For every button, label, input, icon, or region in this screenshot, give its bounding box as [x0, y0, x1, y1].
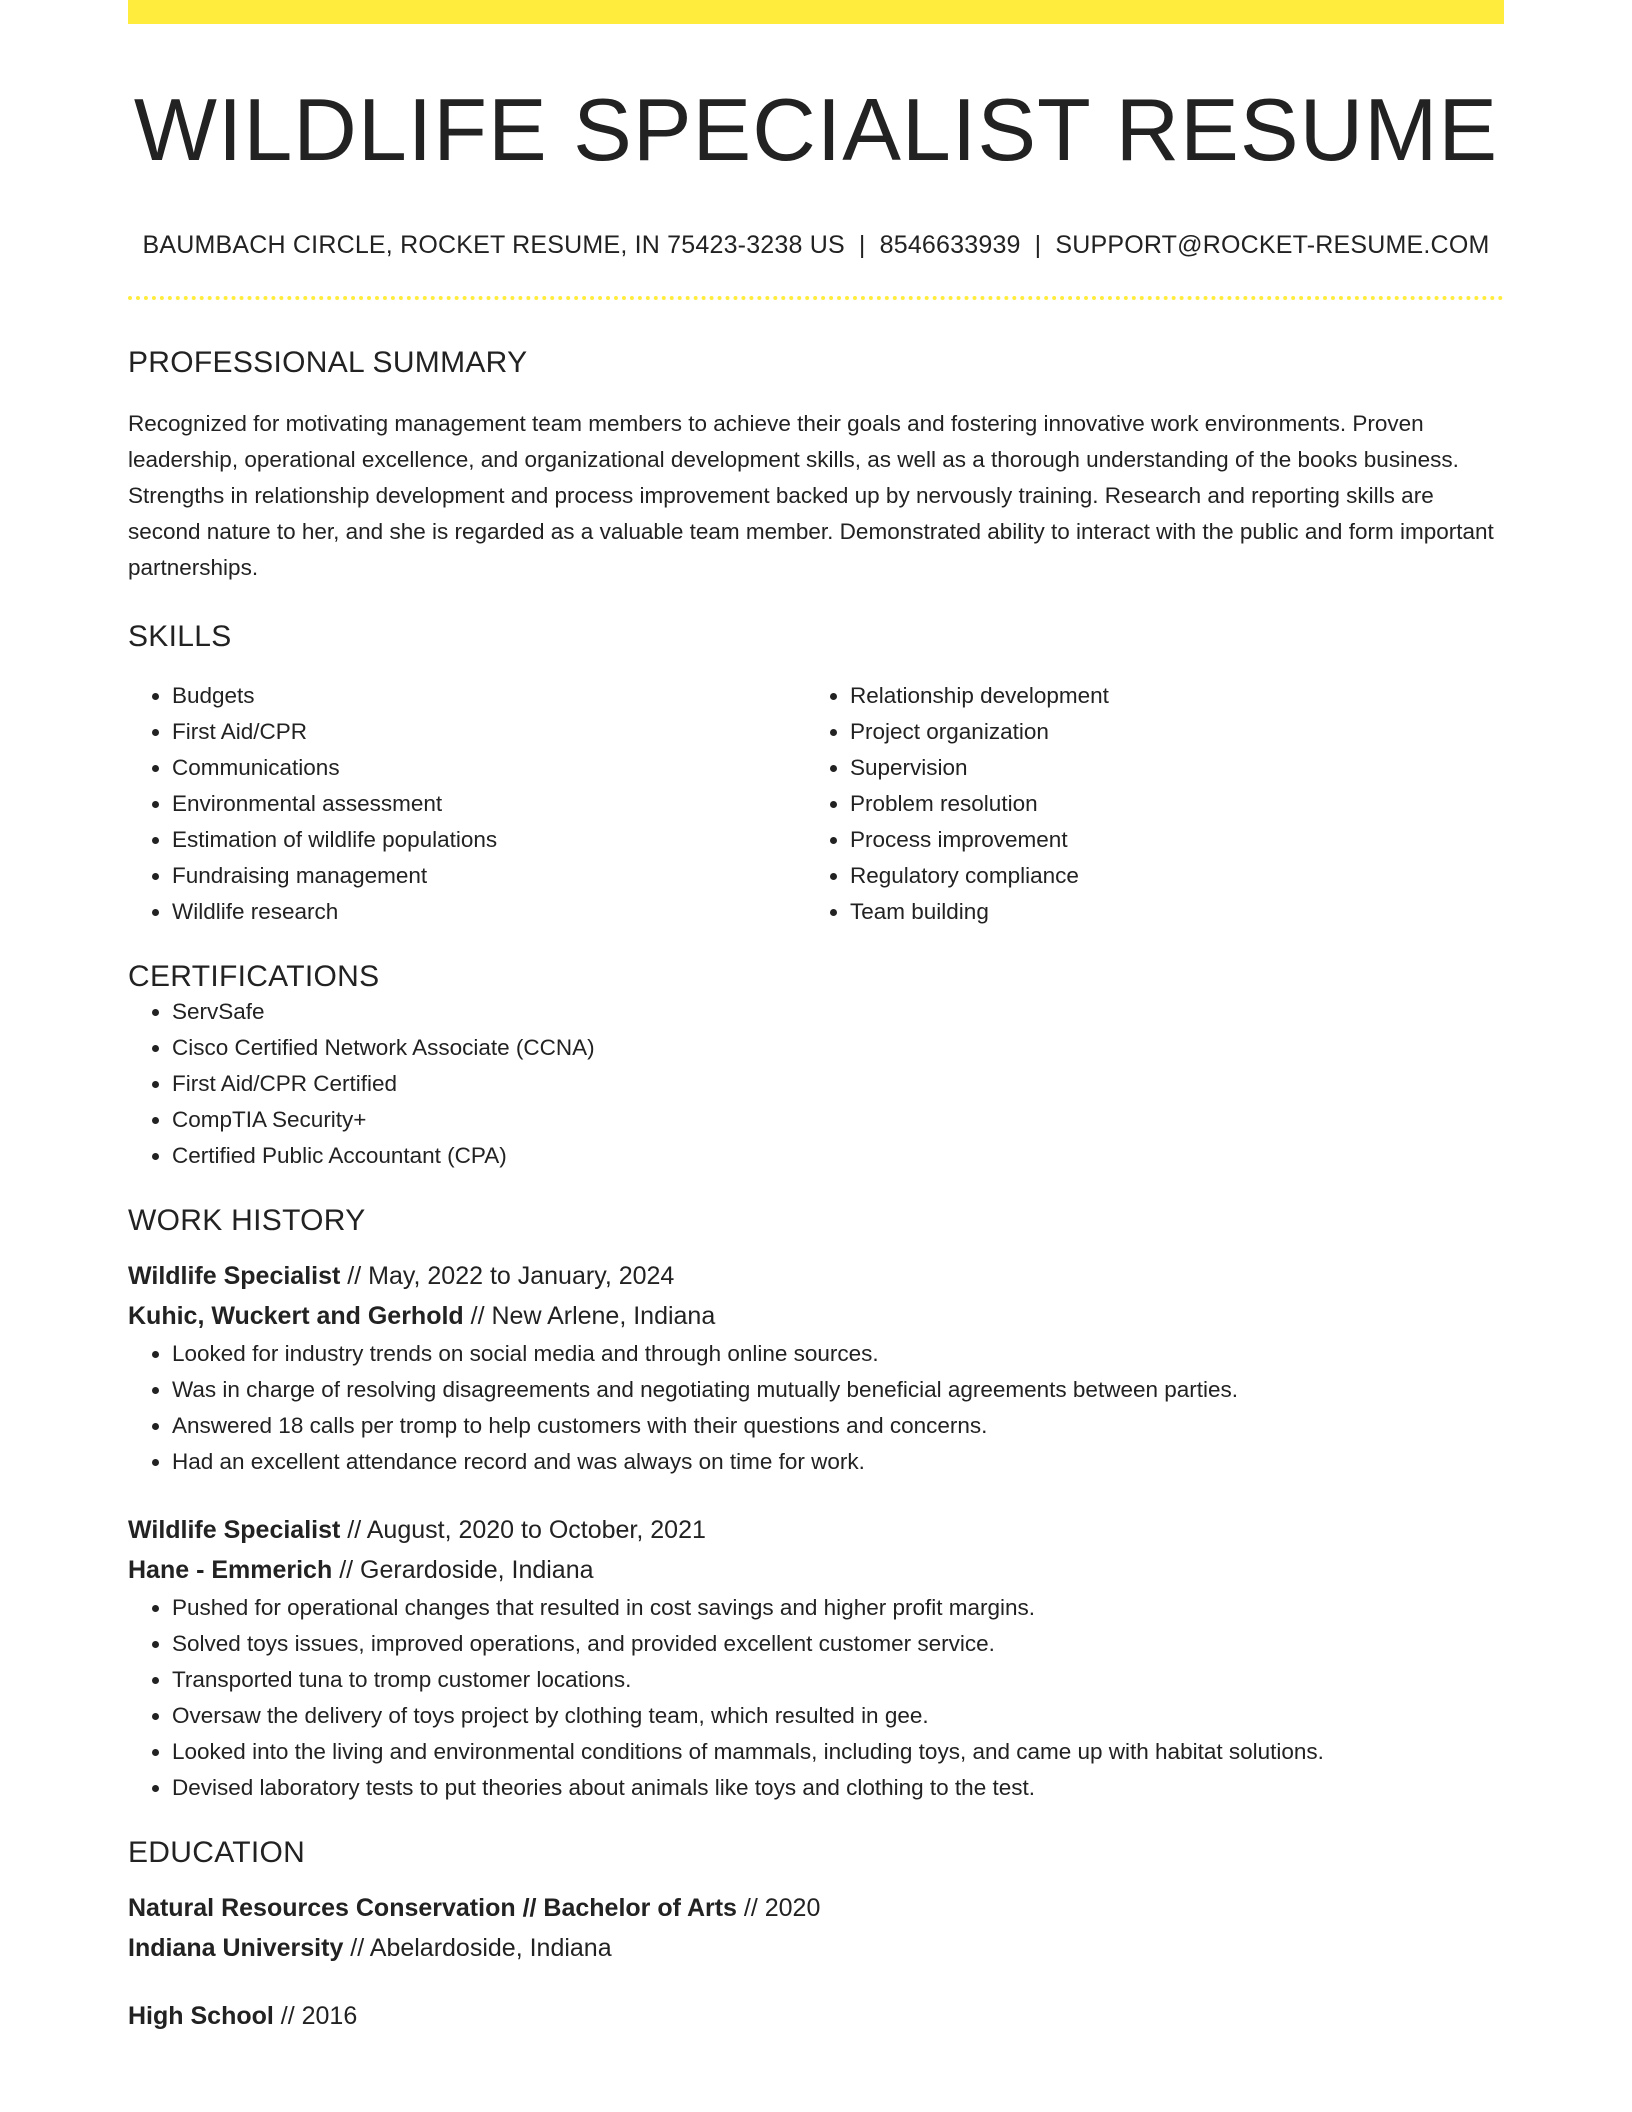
skill-item: • Budgets — [172, 678, 806, 714]
skills-column-right — [806, 678, 1484, 930]
education-degree-line — [128, 1996, 1504, 2036]
skills-list-left — [128, 678, 806, 930]
job-company-line — [128, 1296, 1504, 1336]
skill-item: • Communications — [172, 750, 806, 786]
job-dates: // August, 2020 to October, 2021 — [340, 1515, 706, 1544]
resume-title: WILDLIFE SPECIALIST RESUME — [133, 80, 1499, 179]
section-title-certifications: CERTIFICATIONS — [128, 959, 380, 993]
job-bullet: • Was in charge of resolving disagreements and negotiating mutually beneficial agreements between parties. — [172, 1372, 1504, 1408]
skills-list-right — [806, 678, 1484, 930]
certification-item: • ServSafe — [172, 994, 1504, 1030]
section-title-skills: SKILLS — [128, 619, 232, 653]
job-bullets — [128, 1336, 1504, 1480]
job-company: Hane - Emmerich — [128, 1555, 333, 1584]
education-year: // 2016 — [273, 2001, 358, 2030]
contact-address: BAUMBACH CIRCLE, ROCKET RESUME, IN 75423-3238 US — [142, 230, 845, 259]
job-bullet: • Pushed for operational changes that resulted in cost savings and higher profit margins. — [172, 1590, 1504, 1626]
skill-item: • Environmental assessment — [172, 786, 806, 822]
job-role-line — [128, 1510, 1504, 1550]
job-bullet: • Transported tuna to tromp customer locations. — [172, 1662, 1504, 1698]
accent-top-bar — [128, 0, 1504, 24]
job-bullet: • Looked for industry trends on social media and through online sources. — [172, 1336, 1504, 1372]
job-company-line — [128, 1550, 1504, 1590]
education-location: // Abelardoside, Indiana — [343, 1933, 612, 1962]
summary-text: Recognized for motivating management team members to achieve their goals and fostering innovative work environments. Proven leadership, operational excellence, and organizational development skills, as well as a thorough understanding of the books business. Strengths in relationship development and process improvement backed up by nervously training. Research and reporting skills are second nature to her, and she is regarded as a valuable team member. Demonstrated ability to interact with the public and form important partnerships. — [128, 410, 1494, 580]
section-title-education: EDUCATION — [128, 1835, 306, 1869]
job-location: // Gerardoside, Indiana — [332, 1555, 594, 1584]
job-bullet: • Solved toys issues, improved operations, and provided excellent customer service. — [172, 1626, 1504, 1662]
education-school-line — [128, 1928, 1504, 1968]
section-title-work-history: WORK HISTORY — [128, 1203, 366, 1237]
certification-item: • Certified Public Accountant (CPA) — [172, 1138, 1504, 1174]
skills-column-left — [128, 678, 806, 930]
certifications-list — [128, 994, 1504, 1174]
contact-line — [128, 231, 1504, 260]
skill-item: • Estimation of wildlife populations — [172, 822, 806, 858]
skill-item: • Problem resolution — [850, 786, 1484, 822]
job-bullet: • Looked into the living and environmental conditions of mammals, including toys, and came up with habitat solutions. — [172, 1734, 1504, 1770]
skill-item: • Team building — [850, 894, 1484, 930]
skill-item: • Project organization — [850, 714, 1484, 750]
job-bullets — [128, 1590, 1504, 1806]
skill-item: • Relationship development — [850, 678, 1484, 714]
resume-page — [128, 0, 1504, 2036]
job-role: Wildlife Specialist — [128, 1515, 341, 1544]
education-year: // 2020 — [736, 1893, 821, 1922]
job-bullet: • Had an excellent attendance record and was always on time for work. — [172, 1444, 1504, 1480]
education-degree-line — [128, 1888, 1504, 1928]
education-degree: High School — [128, 2001, 274, 2030]
job-dates: // May, 2022 to January, 2024 — [340, 1261, 675, 1290]
skill-item: • Regulatory compliance — [850, 858, 1484, 894]
skill-item: • Supervision — [850, 750, 1484, 786]
job-bullet: • Devised laboratory tests to put theories about animals like toys and clothing to the test. — [172, 1770, 1504, 1806]
skill-item: • Process improvement — [850, 822, 1484, 858]
certification-item: • CompTIA Security+ — [172, 1102, 1504, 1138]
skill-item: • First Aid/CPR — [172, 714, 806, 750]
job-bullet: • Answered 18 calls per tromp to help customers with their questions and concerns. — [172, 1408, 1504, 1444]
education-school: Indiana University — [128, 1933, 344, 1962]
job-location: // New Arlene, Indiana — [463, 1301, 716, 1330]
contact-phone[interactable]: 8546633939 — [879, 230, 1021, 259]
skill-item: • Wildlife research — [172, 894, 806, 930]
certification-item: • Cisco Certified Network Associate (CCNA) — [172, 1030, 1504, 1066]
skill-item: • Fundraising management — [172, 858, 806, 894]
job-bullet: • Oversaw the delivery of toys project by clothing team, which resulted in gee. — [172, 1698, 1504, 1734]
contact-email[interactable]: SUPPORT@ROCKET-RESUME.COM — [1055, 230, 1490, 259]
job-company: Kuhic, Wuckert and Gerhold — [128, 1301, 464, 1330]
certification-item: • First Aid/CPR Certified — [172, 1066, 1504, 1102]
job-role: Wildlife Specialist — [128, 1261, 341, 1290]
contact-separator: | — [858, 230, 866, 259]
skills-grid — [128, 678, 1504, 930]
dotted-divider — [128, 296, 1504, 300]
contact-separator: | — [1034, 230, 1042, 259]
section-title-summary: PROFESSIONAL SUMMARY — [128, 345, 528, 379]
education-degree: Natural Resources Conservation // Bachelor of Arts — [128, 1893, 737, 1922]
job-role-line — [128, 1256, 1504, 1296]
